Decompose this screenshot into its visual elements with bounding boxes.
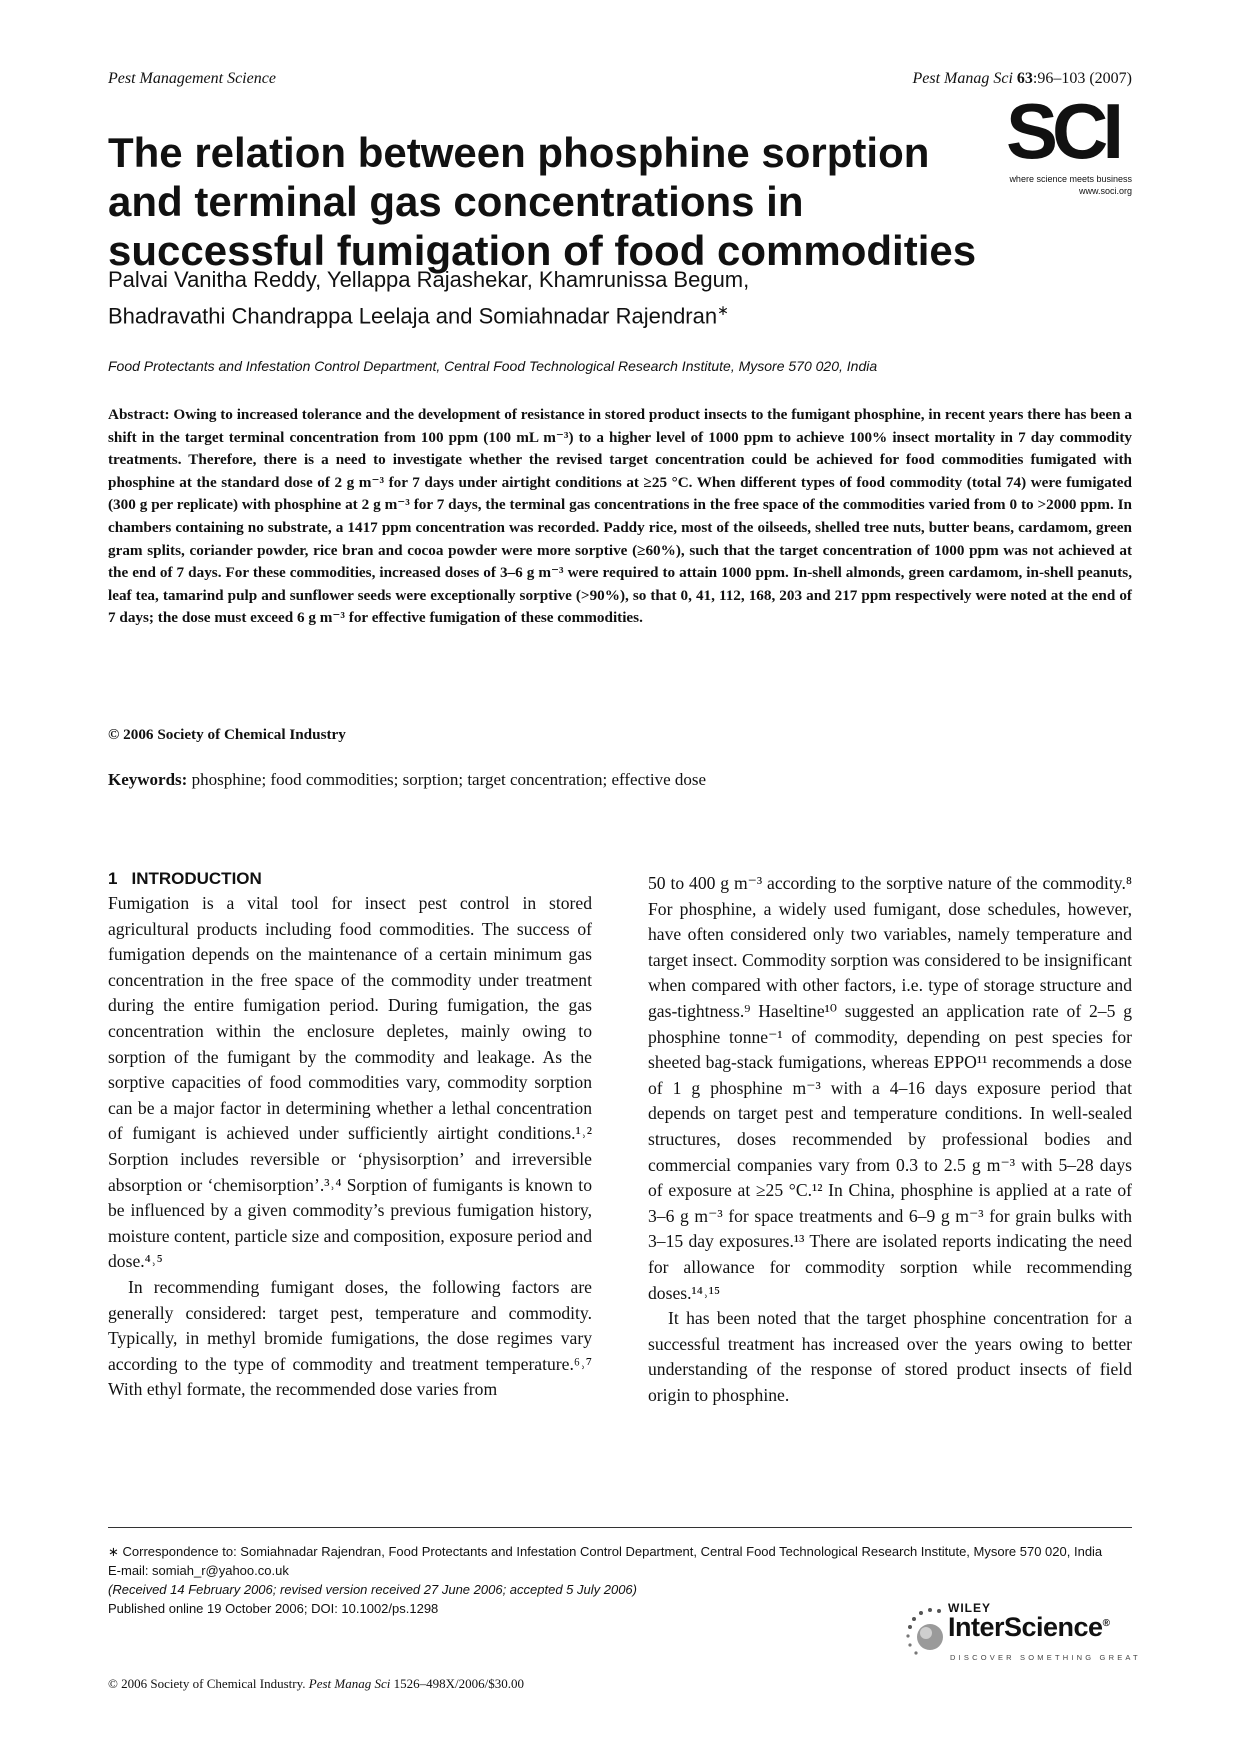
section-title: INTRODUCTION — [131, 869, 262, 888]
footer-copyright — [108, 1676, 524, 1692]
wiley-logo-wordmark: InterScience — [948, 1612, 1103, 1642]
citation-volume: 63 — [1016, 70, 1033, 87]
section-number: 1 — [108, 869, 118, 888]
correspondence-note: ∗ Correspondence to: Somiahnadar Rajendran, Food Protectants and Infestation Control Department, Central Food Technological Research Institute, Mysore 570 020, India — [108, 1544, 1103, 1559]
affiliation: Food Protectants and Infestation Control Department, Central Food Technological Research Institute, Mysore 570 020, India — [108, 358, 878, 374]
wiley-logo-tagline: DISCOVER SOMETHING GREAT — [950, 1653, 1141, 1662]
footnote-divider — [108, 1527, 1132, 1528]
running-header-journal: Pest Management Science — [108, 70, 276, 87]
body-column-left — [108, 866, 592, 1403]
sci-logo-tagline-block — [1009, 173, 1132, 197]
abstract — [108, 404, 1132, 630]
citation-prefix: Pest Manag Sci — [912, 70, 1017, 87]
body-paragraph-4: It has been noted that the target phosphine concentration for a successful treatment has increased over the years owing to better understanding of the response of stored product insects of field origin to phosphine. — [648, 1308, 1132, 1405]
corresponding-author-mark: ∗ — [717, 302, 729, 318]
published-note: Published online 19 October 2006; DOI: 10.1002/ps.1298 — [108, 1601, 439, 1616]
footer-copyright-prefix: © 2006 Society of Chemical Industry. — [108, 1676, 309, 1691]
wiley-logo-big — [948, 1612, 1109, 1643]
body-paragraph-2: In recommending fumigant doses, the following factors are generally considered: target pest, temperature and commodity. Typically, in methyl bromide fumigations, the dose regimes vary according to the type of commodity and treatment temperature.⁶˒⁷ With ethyl formate, the recommended dose varies from — [108, 1276, 592, 1400]
footer-copyright-suffix: 1526–498X/2006/$30.00 — [390, 1676, 524, 1691]
body-column-right — [648, 871, 1132, 1408]
sci-logo-tagline: where science meets business — [1009, 174, 1132, 184]
email-note[interactable]: E-mail: somiah_r@yahoo.co.uk — [108, 1563, 289, 1578]
keywords-label: Keywords: — [108, 770, 188, 789]
keywords — [108, 770, 706, 790]
abstract-copyright: © 2006 Society of Chemical Industry — [108, 726, 346, 743]
body-paragraph-1: Fumigation is a vital tool for insect pest control in stored agricultural products including food commodities. The success of fumigation depends on the maintenance of a certain minimum gas concentration in the free space of the commodity under treatment during the entire fumigation period. During fumigation, the gas concentration within the enclosure depletes, mainly owing to sorption of the fumigant by the commodity and leakage. As the sorptive capacities of food commodities vary, commodity sorption can be a major factor in determining whether a lethal concentration of fumigant is achieved under sufficiently airtight conditions.¹˒² Sorption includes reversible or ‘physisorption’ and irreversible absorption or ‘chemisorption’.³˒⁴ Sorption of fumigants is known to be influenced by a given commodity’s previous fumigation history, moisture content, particle size and composition, exposure period and dose.⁴˒⁵ — [108, 893, 592, 1272]
authors-line-1: Palvai Vanitha Reddy, Yellappa Rajashekar, Khamrunissa Begum, — [108, 267, 750, 292]
abstract-label: Abstract: — [108, 406, 170, 423]
footer-copyright-journal: Pest Manag Sci — [308, 1676, 391, 1691]
wiley-registered-mark: ® — [1102, 1618, 1110, 1629]
running-header-citation — [912, 70, 1132, 88]
wiley-logo-small: WILEY — [948, 1601, 991, 1615]
abstract-text: Owing to increased tolerance and the development of resistance in stored product insects to the fumigant phosphine, in recent years there has been a shift in the target terminal concentration from 100 ppm (100 mL m⁻³) to a higher level of 1000 ppm to achieve 100% insect mortality in 7 day commodity treatments. Therefore, there is a need to investigate whether the revised target concentration could be achieved for food commodities fumigated with phosphine at the standard dose of 2 g m⁻³ for 7 days under airtight conditions at ≥25 °C. When different types of food commodity (total 74) were fumigated (300 g per replicate) with phosphine at 2 g m⁻³ for 7 days, the terminal gas concentrations in the free space of the commodities varied from 0 to >2000 ppm. In chambers containing no substrate, a 1417 ppm concentration was recorded. Paddy rice, most of the oilseeds, shelled tree nuts, butter beans, cardamom, green gram splits, coriander powder, rice bran and cocoa powder were more sorptive (≥60%), such that the target concentration of 1000 ppm was not achieved at the end of 7 days. For these commodities, increased doses of 3–6 g m⁻³ were required to attain 1000 ppm. In-shell almonds, green cardamom, in-shell peanuts, leaf tea, tamarind pulp and sunflower seeds were exceptionally sorptive (>90%), so that 0, 41, 112, 168, 203 and 217 ppm respectively were noted at the end of 7 days; the dose must exceed 6 g m⁻³ for effective fumigation of these commodities. — [108, 406, 1133, 627]
author-list — [108, 265, 1108, 331]
article-title: The relation between phosphine sorption and terminal gas concentrations in successful fumigation of food commodities — [108, 129, 977, 274]
citation-suffix: :96–103 (2007) — [1032, 70, 1132, 87]
sci-logo-url: www.soci.org — [1078, 186, 1132, 196]
section-heading — [108, 866, 592, 891]
wiley-interscience-globe-icon — [904, 1603, 948, 1659]
sci-logo: SCI — [1006, 87, 1119, 175]
authors-line-2: Bhadravathi Chandrappa Leelaja and Somiahnadar Rajendran — [108, 303, 718, 329]
keywords-text: phosphine; food commodities; sorption; target concentration; effective dose — [191, 770, 707, 789]
received-dates: (Received 14 February 2006; revised version received 27 June 2006; accepted 5 July 2006) — [108, 1582, 637, 1597]
body-paragraph-3: 50 to 400 g m⁻³ according to the sorptive nature of the commodity.⁸ For phosphine, a widely used fumigant, dose schedules, however, have often considered only two variables, namely temperature and target insect. Commodity sorption was considered to be insignificant when compared with other factors, i.e. type of storage structure and gas-tightness.⁹ Haseltine¹⁰ suggested an application rate of 2–5 g phosphine tonne⁻¹ of commodity, depending on pest species for sheeted bag-stack fumigations, whereas EPPO¹¹ recommends a dose of 1 g phosphine m⁻³ with a 4–16 days exposure period that depends on target pest and temperature conditions. In well-sealed structures, doses recommended by professional bodies and commercial companies vary from 0.3 to 2.5 g m⁻³ with 5–28 days of exposure at ≥25 °C.¹² In China, phosphine is applied at a rate of 3–6 g m⁻³ for space treatments and 6–9 g m⁻³ for grain bulks with 3–15 day exposures.¹³ There are isolated reports indicating the need for allowance for commodity sorption while recommending doses.¹⁴˒¹⁵ — [648, 873, 1132, 1303]
